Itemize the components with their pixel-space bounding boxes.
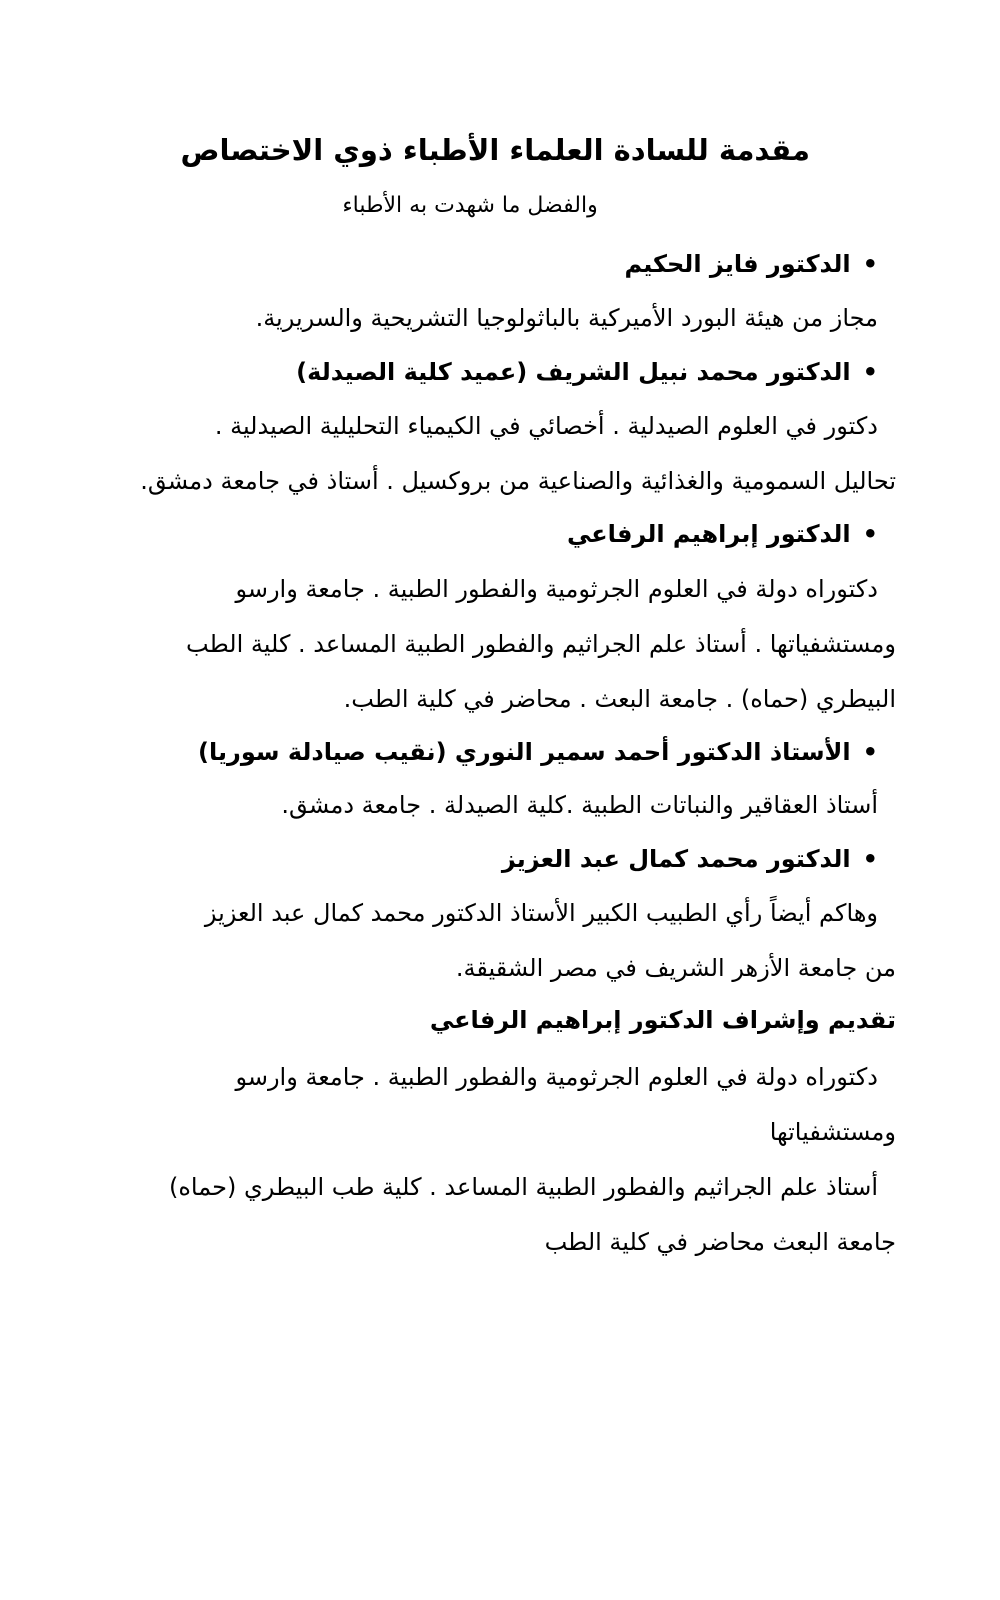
doctor-name-nouri: •الأستاذ الدكتور أحمد سمير النوري (نقيب صيادلة سوريا) — [198, 738, 878, 766]
bio-line: أستاذ علم الجراثيم والفطور الطبية المساعد . كلية طب البيطري (حماه) — [168, 1173, 878, 1201]
bullet-icon: • — [862, 358, 878, 386]
supervision-heading: تقديم وإشراف الدكتور إبراهيم الرفاعي — [429, 1006, 896, 1034]
bullet-icon: • — [862, 738, 878, 766]
bio-line: دكتوراه دولة في العلوم الجرثومية والفطور الطبية . جامعة وارسو — [235, 575, 878, 603]
supervision-para-2 — [96, 1160, 896, 1270]
doctor-bio-hakim — [98, 291, 878, 346]
bio-line: دكتور في العلوم الصيدلية . أخصائي في الكيمياء التحليلية الصيدلية . — [214, 412, 878, 440]
bio-line: مجاز من هيئة البورد الأميركية بالباثولوجيا التشريحية والسريرية. — [255, 304, 878, 332]
bio-line: وهاكم أيضاً رأي الطبيب الكبير الأستاذ الدكتور محمد كمال عبد العزيز — [204, 899, 878, 927]
bio-line: ومستشفياتها . أستاذ علم الجراثيم والفطور الطبية المساعد . كلية الطب — [186, 630, 896, 658]
supervision-para-1 — [96, 1050, 896, 1160]
bullet-icon: • — [862, 845, 878, 873]
page-subtitle: والفضل ما شهدت به الأطباء — [342, 193, 598, 218]
doctor-bio-nouri — [98, 778, 878, 833]
bullet-icon: • — [862, 520, 878, 548]
doctor-bio-abdulaziz — [96, 886, 896, 996]
bullet-icon: • — [862, 250, 878, 278]
page-title: مقدمة للسادة العلماء الأطباء ذوي الاختصاص — [180, 133, 810, 167]
bio-line: ومستشفياتها — [769, 1118, 896, 1146]
doctor-name-abdulaziz: •الدكتور محمد كمال عبد العزيز — [501, 845, 878, 873]
doctor-name-rifai: •الدكتور إبراهيم الرفاعي — [567, 520, 878, 548]
bio-line: من جامعة الأزهر الشريف في مصر الشقيقة. — [455, 954, 896, 982]
bio-line: البيطري (حماه) . جامعة البعث . محاضر في كلية الطب. — [343, 685, 896, 713]
bio-line: جامعة البعث محاضر في كلية الطب — [544, 1228, 896, 1256]
doctor-name-hakim: •الدكتور فايز الحكيم — [624, 250, 878, 278]
doctor-bio-rifai — [96, 562, 896, 727]
bio-line: دكتوراه دولة في العلوم الجرثومية والفطور الطبية . جامعة وارسو — [235, 1063, 878, 1091]
doctor-bio-sharif — [96, 399, 896, 509]
doctor-name-sharif: •الدكتور محمد نبيل الشريف (عميد كلية الصيدلة) — [296, 358, 878, 386]
bio-line: تحاليل السمومية والغذائية والصناعية من بروكسيل . أستاذ في جامعة دمشق. — [140, 467, 896, 495]
bio-line: أستاذ العقاقير والنباتات الطبية .كلية الصيدلة . جامعة دمشق. — [281, 791, 878, 819]
